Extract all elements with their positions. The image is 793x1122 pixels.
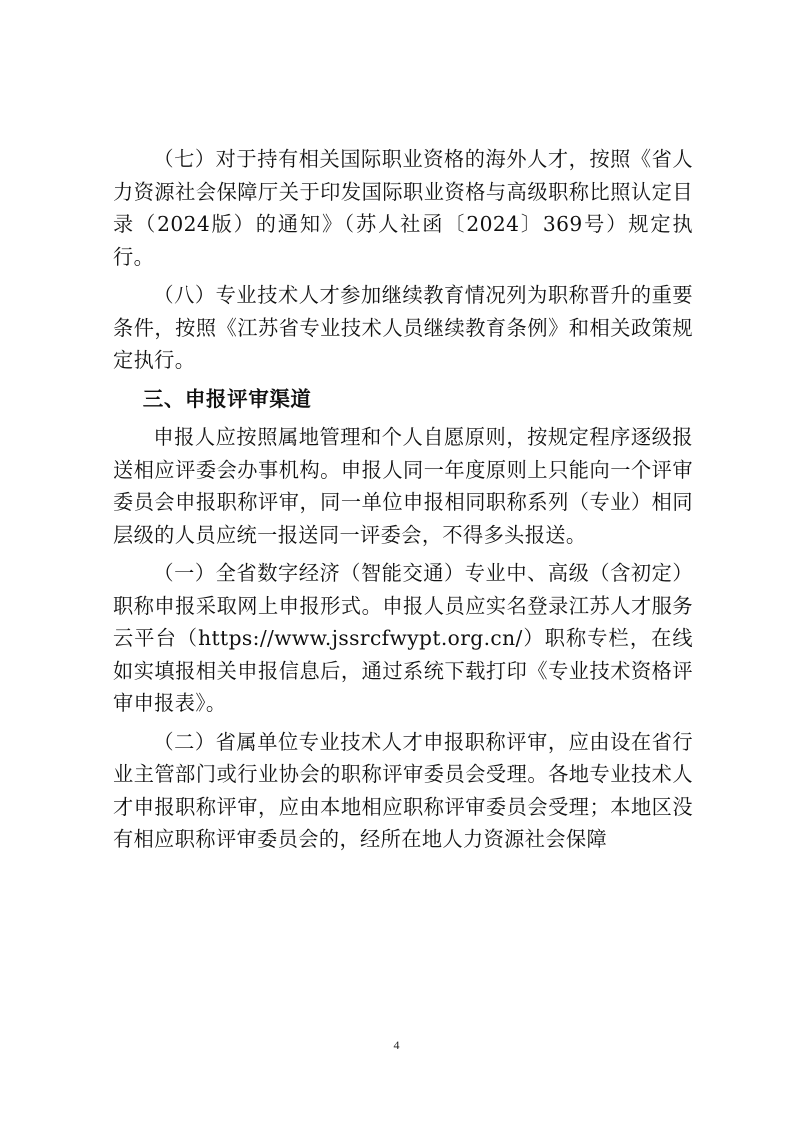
page-number: 4 <box>393 1038 400 1052</box>
paragraph-intro: 申报人应按照属地管理和个人自愿原则，按规定程序逐级报送相应评委会办事机构。申报人同一年度原则上只能向一个评审委员会申报职称评审，同一单位申报相同职称系列（专业）相同层级的人员应统一报送同一评委会，不得多头报送。 <box>113 425 693 547</box>
section-heading-3: 三、申报评审渠道 <box>142 386 312 411</box>
paragraph-item-7: （七）对于持有相关国际职业资格的海外人才，按照《省人力资源社会保障厅关于印发国际职业资格与高级职称比照认定目录（2024版）的通知》（苏人社函〔2024〕369号）规定执行。 <box>113 147 693 269</box>
paragraph-item-8: （八）专业技术人才参加继续教育情况列为职称晋升的重要条件，按照《江苏省专业技术人员继续教育条例》和相关政策规定执行。 <box>113 283 693 372</box>
document-body <box>113 143 693 862</box>
paragraph-clause-2: （二）省属单位专业技术人才申报职称评审，应由设在省行业主管部门或行业协会的职称评审委员会受理。各地专业技术人才申报职称评审，应由本地相应职称评审委员会受理；本地区没有相应职称评审委员会的，经所在地人力资源社会保障 <box>113 729 693 851</box>
paragraph-clause-1: （一）全省数字经济（智能交通）专业中、高级（含初定）职称申报采取网上申报形式。申报人员应实名登录江苏人才服务云平台（https://www.jssrcfwypt.org.cn/）职称专栏，在线如实填报相关申报信息后，通过系统下载打印《专业技术资格评审申报表》。 <box>113 561 693 715</box>
